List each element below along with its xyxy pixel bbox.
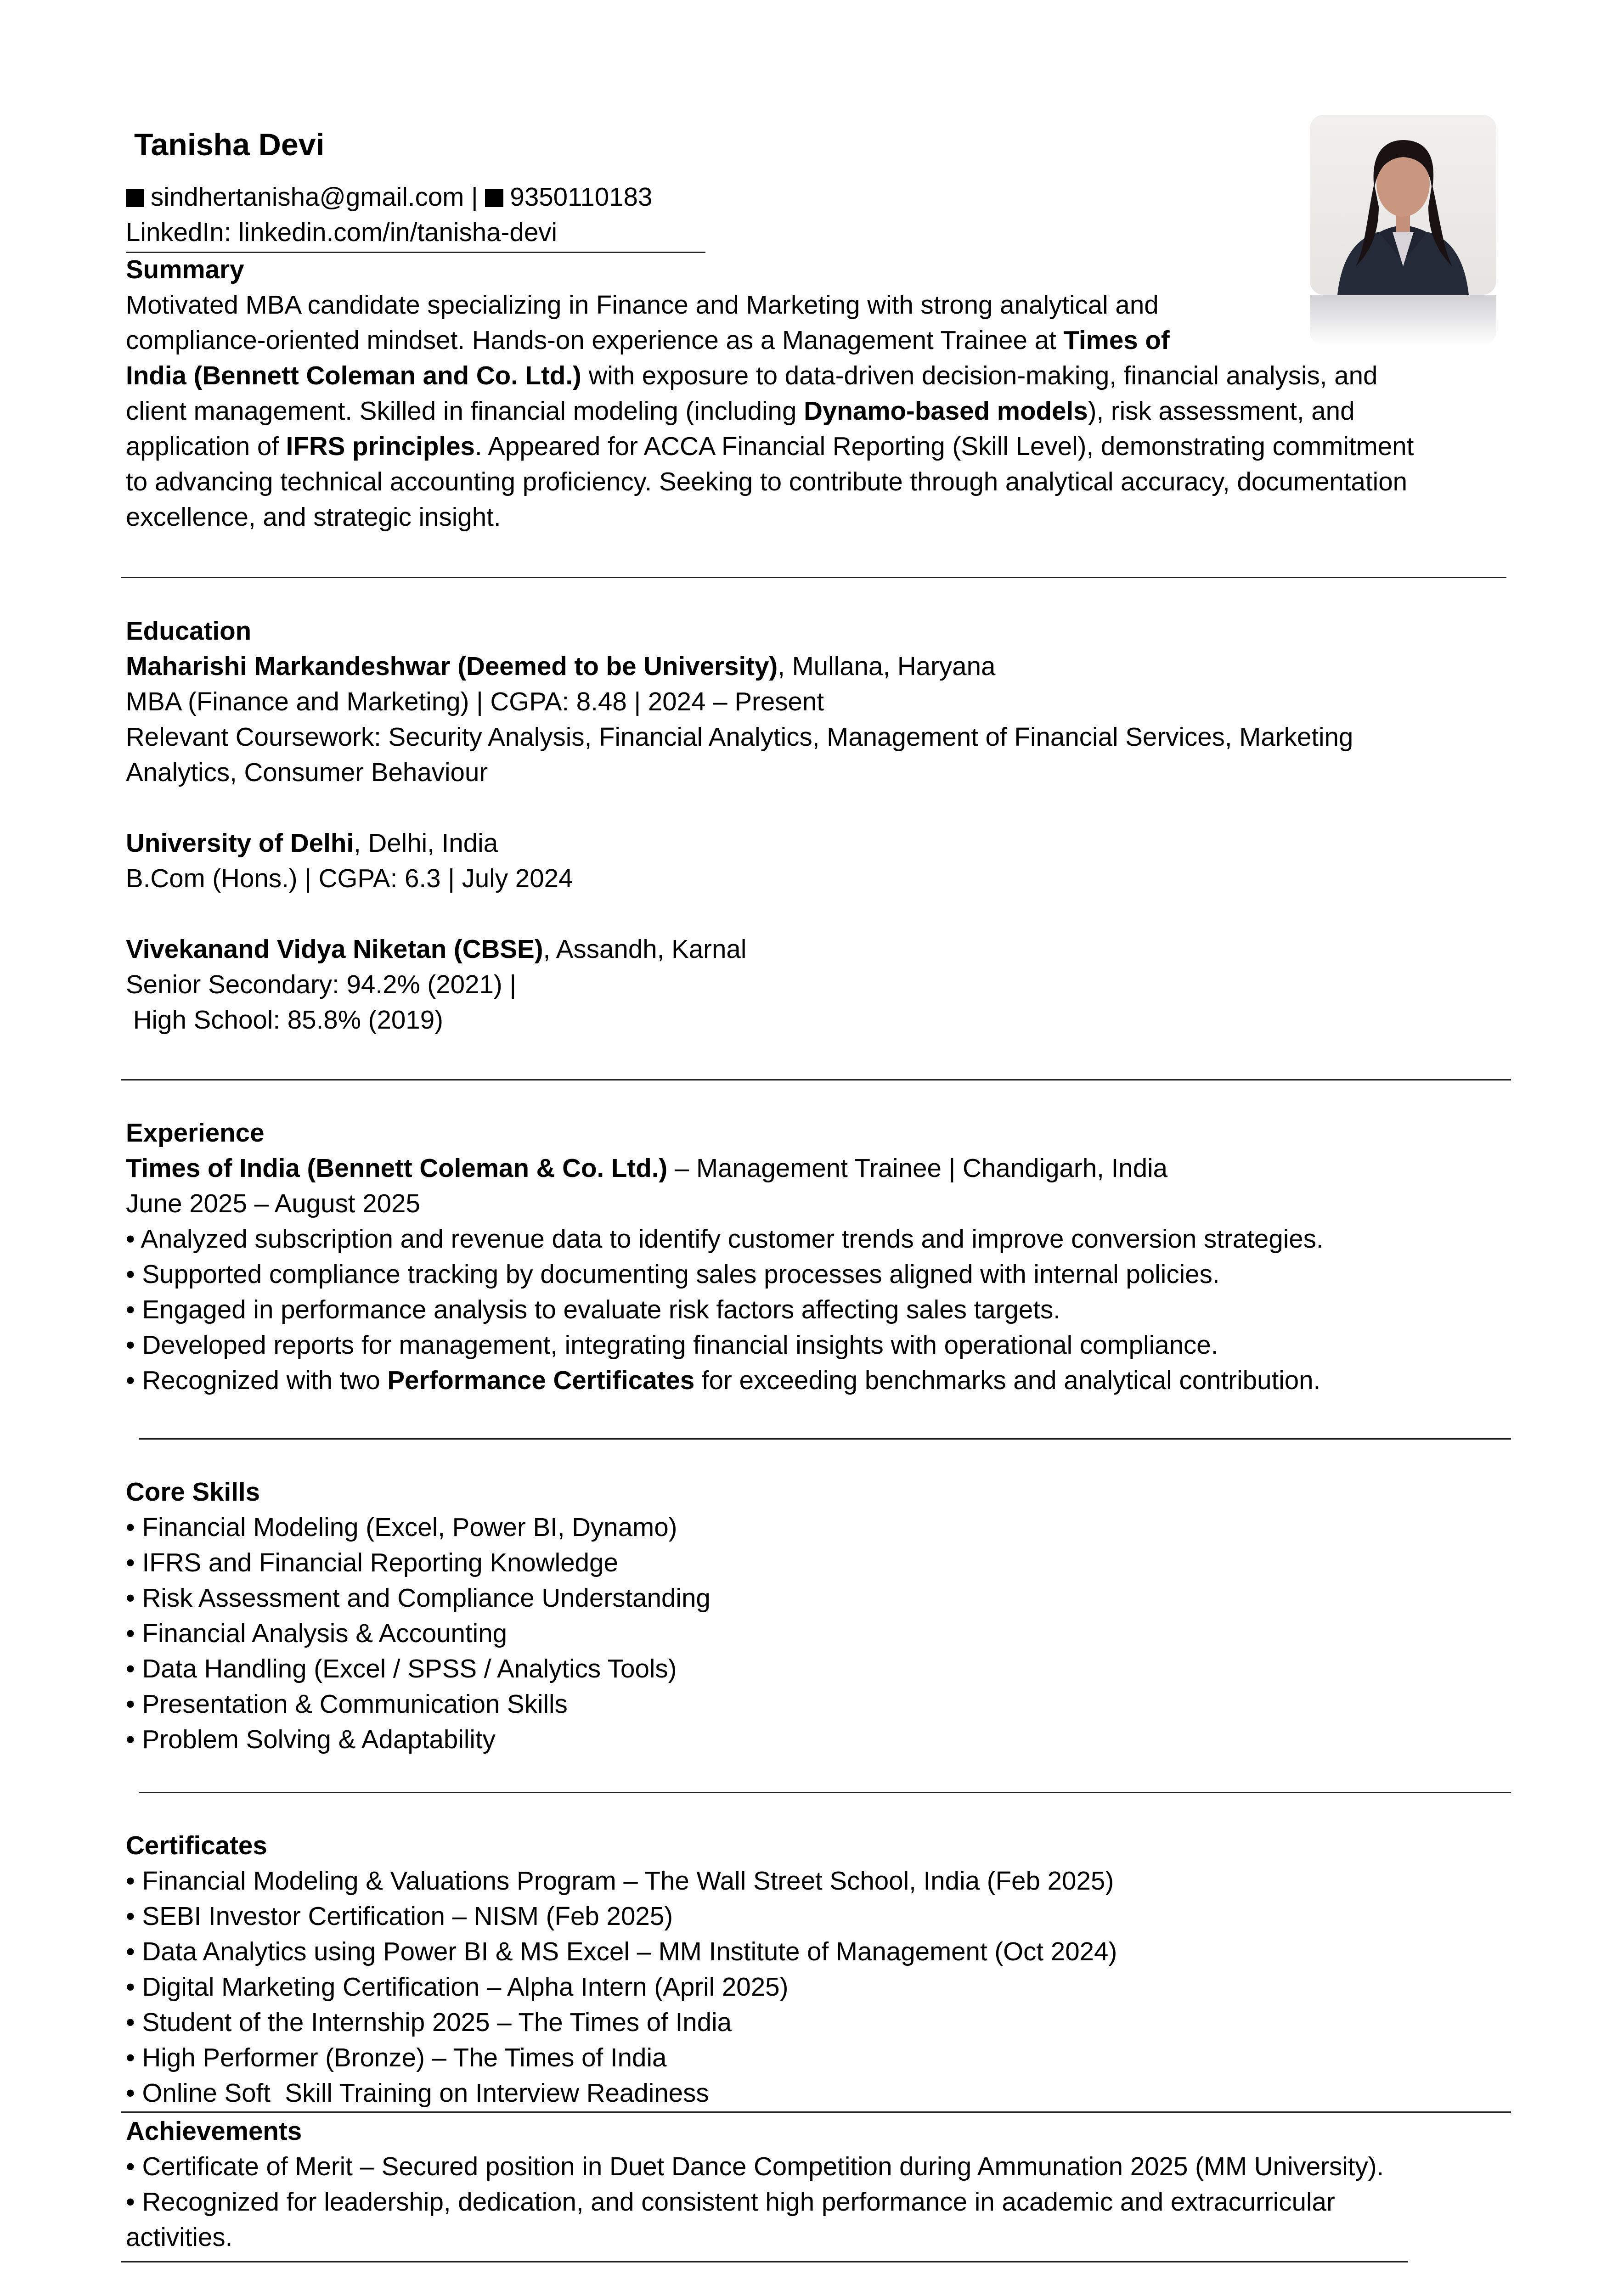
school-location: , Delhi, India [354, 828, 498, 857]
certificate-item: • Data Analytics using Power BI & MS Excel – MM Institute of Management (Oct 2024) [126, 1937, 1117, 1966]
summary-line [126, 358, 1504, 393]
summary-line [126, 393, 1504, 428]
skill-item: • Financial Modeling (Excel, Power BI, Dynamo) [126, 1513, 677, 1542]
education-entry [126, 648, 1504, 684]
education-section [126, 613, 1504, 1037]
summary-text-span: . Appeared for ACCA Financial Reporting (Skill Level), demonstrating commitment [474, 432, 1414, 461]
achievements-heading: Achievements [126, 2116, 302, 2145]
summary-text-span: compliance-oriented mindset. Hands-on experience as a Management Trainee at [126, 326, 1064, 355]
phone-icon [485, 189, 503, 207]
coursework-line: Analytics, Consumer Behaviour [126, 758, 488, 787]
certificate-item: • Financial Modeling & Valuations Program – The Wall Street School, India (Feb 2025) [126, 1866, 1114, 1895]
education-heading: Education [126, 616, 252, 645]
email-text[interactable]: sindhertanisha@gmail.com [151, 182, 464, 211]
candidate-name: Tanisha Devi [134, 127, 325, 162]
certificate-item: • Digital Marketing Certification – Alpha Intern (April 2025) [126, 1972, 789, 2001]
degree-line: MBA (Finance and Marketing) | CGPA: 8.48 | 2024 – Present [126, 687, 824, 716]
school-name: University of Delhi [126, 828, 354, 857]
skill-item: • IFRS and Financial Reporting Knowledge [126, 1548, 618, 1577]
degree-line: B.Com (Hons.) | CGPA: 6.3 | July 2024 [126, 864, 573, 893]
school-name: Maharishi Markandeshwar (Deemed to be University) [126, 652, 778, 681]
experience-bullet: • Analyzed subscription and revenue data to identify customer trends and improve conversion strategies. [126, 1224, 1324, 1253]
email-icon [126, 189, 144, 207]
school-location: , Assandh, Karnal [543, 934, 747, 963]
role-text: – Management Trainee | Chandigarh, India [667, 1154, 1168, 1182]
skills-heading: Core Skills [126, 1477, 260, 1506]
summary-heading: Summary [126, 255, 244, 284]
summary-bold-span: India (Bennett Coleman and Co. Ltd.) [126, 361, 581, 390]
summary-bold-span: Dynamo-based models [804, 396, 1088, 425]
skill-item: • Risk Assessment and Compliance Understanding [126, 1583, 710, 1612]
experience-entry [126, 1150, 1504, 1186]
certificates-section [126, 1828, 1504, 2110]
summary-bold-span: IFRS principles [286, 432, 475, 461]
experience-bullet: • Engaged in performance analysis to evaluate risk factors affecting sales targets. [126, 1295, 1060, 1324]
experience-bullet [126, 1362, 1504, 1398]
spacer [126, 896, 1504, 931]
phone-text[interactable]: 9350110183 [510, 182, 653, 211]
score-line: High School: 85.8% (2019) [126, 1005, 443, 1034]
summary-text-span: application of [126, 432, 286, 461]
section-divider [121, 2111, 1511, 2113]
summary-text [126, 287, 1504, 535]
summary-line [126, 322, 1504, 358]
achievement-item: • Recognized for leadership, dedication, and consistent high performance in academic and extracurricular [126, 2187, 1335, 2216]
spacer [126, 790, 1504, 825]
experience-dates: June 2025 – August 2025 [126, 1189, 420, 1218]
section-divider [121, 1079, 1511, 1080]
section-divider [139, 1792, 1511, 1793]
section-divider [121, 577, 1506, 578]
company-name: Times of India (Bennett Coleman & Co. Ltd.) [126, 1154, 668, 1182]
summary-bold-span: Times of [1063, 326, 1170, 355]
bullet-bold-span: Performance Certificates [387, 1366, 695, 1395]
school-location: , Mullana, Haryana [778, 652, 996, 681]
experience-bullet: • Developed reports for management, integrating financial insights with operational compliance. [126, 1330, 1218, 1359]
skill-item: • Data Handling (Excel / SPSS / Analytics Tools) [126, 1654, 677, 1683]
bottom-divider [121, 2261, 1408, 2262]
contact-block [126, 179, 746, 250]
linkedin-link[interactable]: LinkedIn: linkedin.com/in/tanisha-devi [126, 218, 558, 247]
certificate-item: • Online Soft Skill Training on Interview Readiness [126, 2078, 709, 2107]
summary-line: to advancing technical accounting proficiency. Seeking to contribute through analytical accuracy, documentation [126, 467, 1408, 496]
certificates-heading: Certificates [126, 1831, 267, 1860]
certificate-item: • Student of the Internship 2025 – The Times of India [126, 2008, 732, 2037]
summary-line [126, 428, 1504, 464]
achievement-item: activities. [126, 2223, 233, 2251]
school-name: Vivekanand Vidya Niketan (CBSE) [126, 934, 543, 963]
skill-item: • Problem Solving & Adaptability [126, 1725, 496, 1754]
bullet-text-span: • Recognized with two [126, 1366, 388, 1395]
experience-section [126, 1115, 1504, 1398]
summary-section [126, 252, 1504, 535]
skill-item: • Presentation & Communication Skills [126, 1689, 568, 1718]
contact-separator: | [471, 182, 478, 211]
coursework-line: Relevant Coursework: Security Analysis, Financial Analytics, Management of Financial Services, Marketing [126, 722, 1353, 751]
summary-text-span: ), risk assessment, and [1088, 396, 1355, 425]
summary-text-span: client management. Skilled in financial modeling (including [126, 396, 804, 425]
education-entry [126, 825, 1504, 861]
experience-bullet: • Supported compliance tracking by documenting sales processes aligned with internal policies. [126, 1260, 1220, 1289]
bullet-text-span: for exceeding benchmarks and analytical contribution. [694, 1366, 1321, 1395]
skills-section [126, 1474, 1504, 1757]
certificate-item: • High Performer (Bronze) – The Times of India [126, 2043, 667, 2072]
summary-line: excellence, and strategic insight. [126, 502, 501, 531]
education-entry [126, 931, 1504, 967]
section-divider [139, 1438, 1511, 1440]
certificate-item: • SEBI Investor Certification – NISM (Feb 2025) [126, 1902, 673, 1930]
experience-heading: Experience [126, 1118, 265, 1147]
summary-text-span: with exposure to data-driven decision-making, financial analysis, and [581, 361, 1378, 390]
skill-item: • Financial Analysis & Accounting [126, 1619, 508, 1648]
summary-line: Motivated MBA candidate specializing in Finance and Marketing with strong analytical and [126, 290, 1159, 319]
score-line: Senior Secondary: 94.2% (2021) | [126, 970, 517, 999]
contact-line [126, 179, 746, 214]
achievements-section [126, 2113, 1504, 2255]
achievement-item: • Certificate of Merit – Secured position in Duet Dance Competition during Ammunation 2025 (MM University). [126, 2152, 1384, 2181]
